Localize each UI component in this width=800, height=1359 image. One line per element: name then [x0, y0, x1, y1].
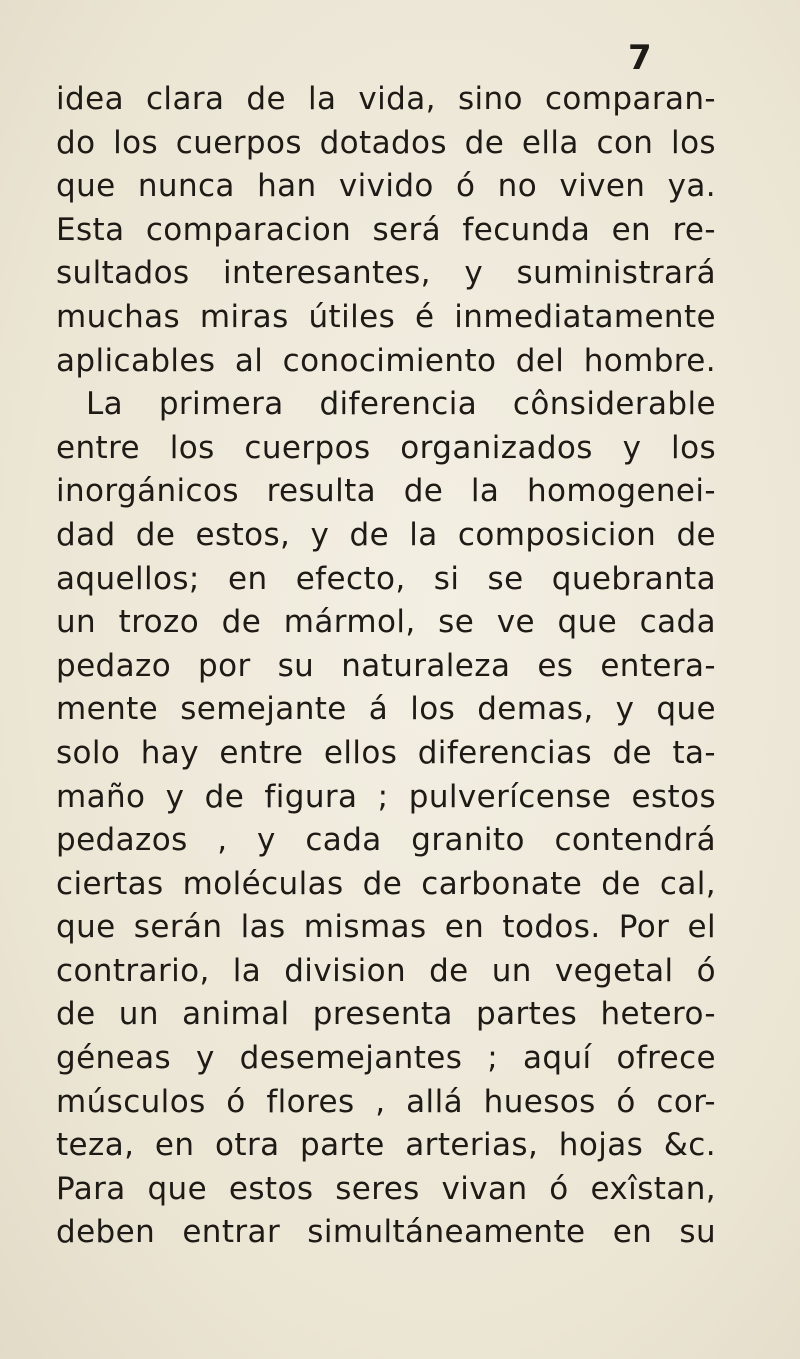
page-number: 7: [628, 38, 652, 78]
text-line: entre los cuerpos organizados y los: [56, 429, 716, 466]
text-line: pedazos , y cada granito contendrá: [56, 822, 716, 859]
text-line: sultados interesantes, y suministrará: [56, 255, 716, 292]
text-line: pedazo por su naturaleza es entera-: [56, 647, 716, 684]
text-line: La primera diferencia cônsiderable: [86, 386, 716, 423]
text-line: teza, en otra parte arterias, hojas &c.: [56, 1127, 716, 1164]
text-line: géneas y desemejantes ; aquí ofrece: [56, 1040, 716, 1077]
text-line: Esta comparacion será fecunda en re-: [56, 211, 716, 248]
text-line: inorgánicos resulta de la homogenei-: [56, 473, 716, 510]
text-line: idea clara de la vida, sino comparan-: [56, 81, 716, 117]
text-line: dad de estos, y de la composicion de: [56, 516, 716, 553]
text-line: muchas miras útiles é inmediatamente: [56, 298, 716, 335]
text-line: contrario, la division de un vegetal ó: [56, 952, 716, 989]
text-line: maño y de figura ; pulverícense estos: [56, 778, 716, 815]
text-line: un trozo de mármol, se ve que cada: [56, 604, 716, 641]
text-line: ciertas moléculas de carbonate de cal,: [56, 865, 716, 902]
text-line: aquellos; en efecto, si se quebranta: [56, 560, 716, 597]
text-line: que nunca han vivido ó no viven ya.: [56, 168, 716, 205]
text-line: do los cuerpos dotados de ella con los: [56, 124, 716, 161]
text-line: deben entrar simultáneamente en su: [56, 1214, 716, 1251]
text-line: Para que estos seres vivan ó exîstan,: [56, 1170, 716, 1207]
text-line: solo hay entre ellos diferencias de ta-: [56, 734, 716, 771]
text-line: mente semejante á los demas, y que: [56, 691, 716, 728]
text-line: de un animal presenta partes hetero-: [56, 996, 716, 1033]
text-line: músculos ó flores , allá huesos ó cor-: [56, 1083, 716, 1120]
body-text: [56, 78, 716, 1255]
text-line: que serán las mismas en todos. Por el: [56, 909, 716, 946]
text-line: aplicables al conocimiento del hombre.: [56, 342, 716, 379]
